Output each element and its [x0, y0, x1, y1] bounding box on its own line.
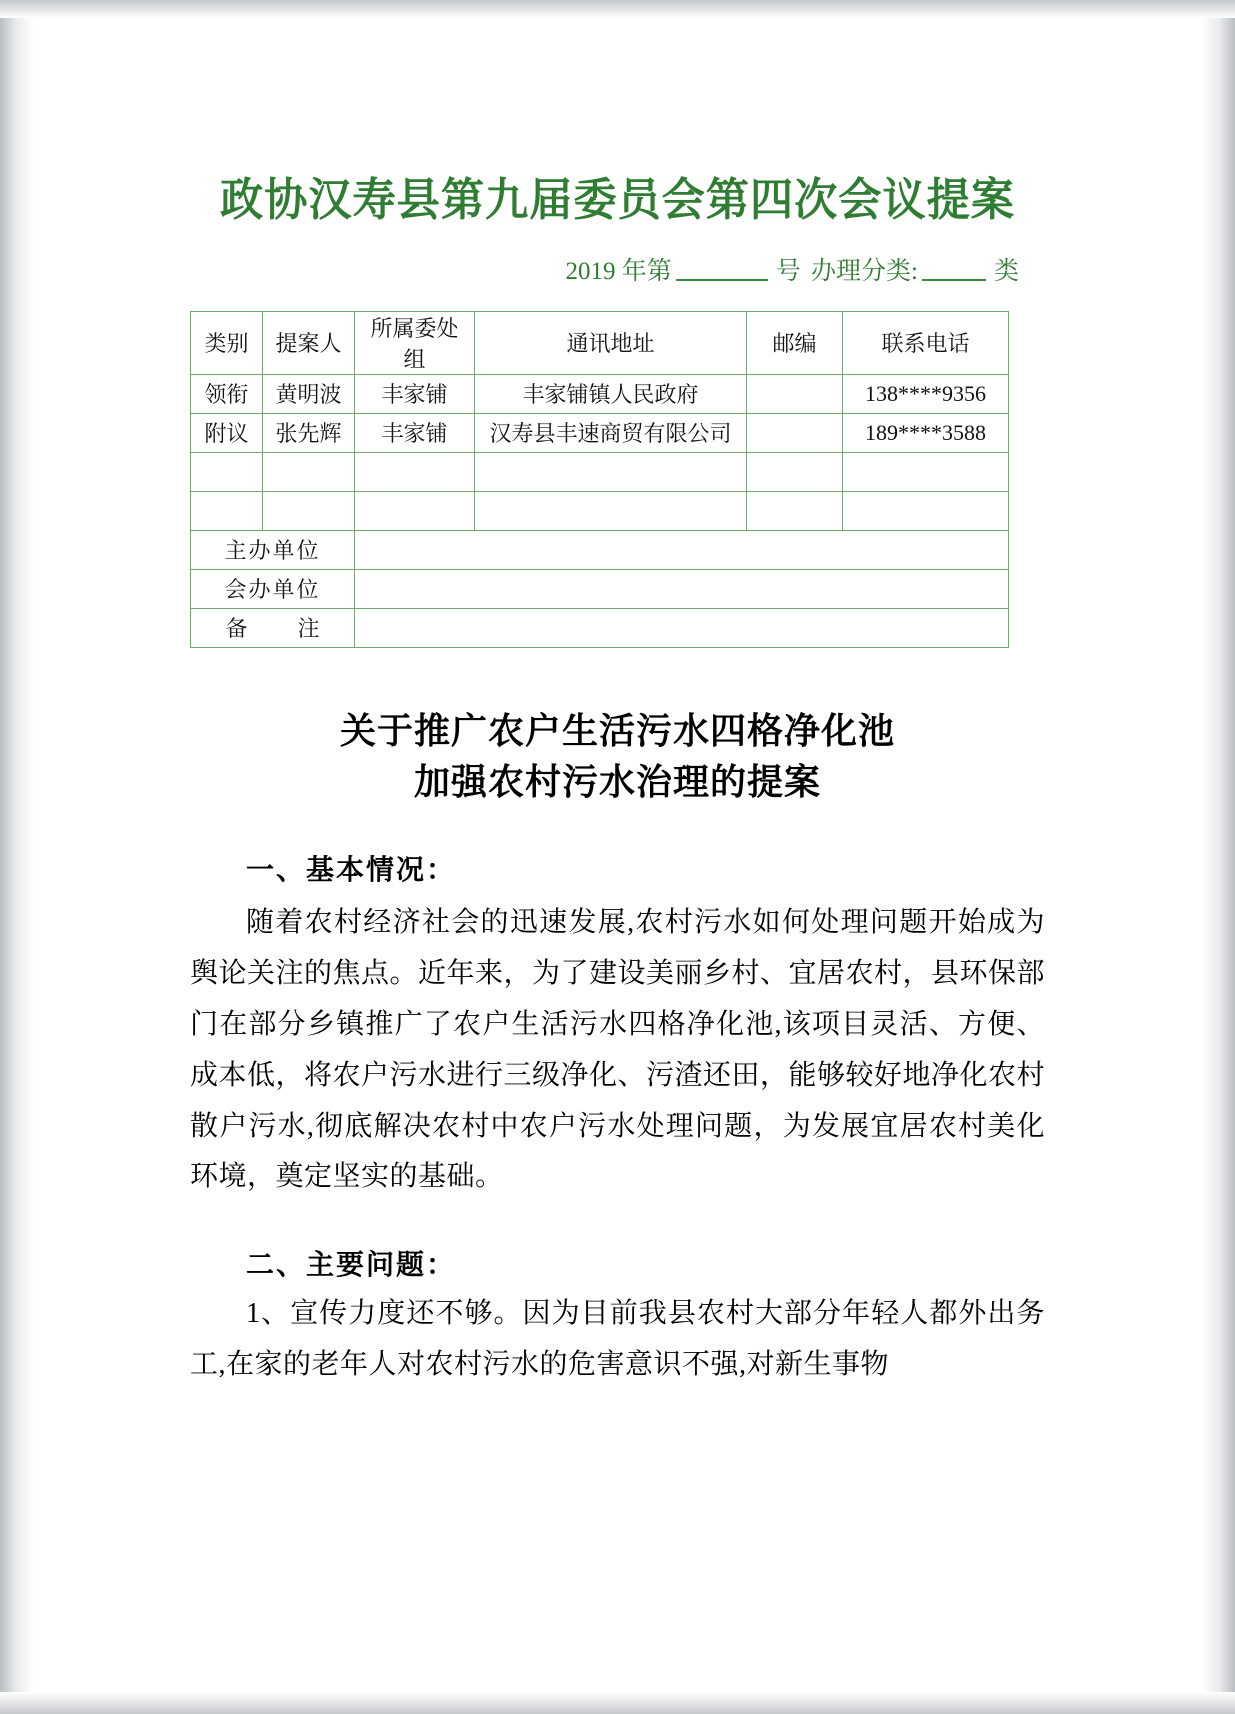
- column-header-address: 通讯地址: [475, 311, 747, 374]
- proposal-form-table: [190, 311, 1009, 648]
- remark-row: [191, 608, 1009, 647]
- cell-address: 丰家铺镇人民政府: [475, 374, 747, 413]
- value-co-host-unit[interactable]: [355, 569, 1009, 608]
- section-heading-2: 二、主要问题：: [246, 1248, 457, 1282]
- cell-group: 丰家铺: [355, 413, 475, 452]
- cell-proposer: 黄明波: [263, 374, 355, 413]
- year-label: 2019 年第: [565, 257, 672, 285]
- section-heading-1: 一、基本情况：: [246, 852, 457, 886]
- cell-postcode: [747, 374, 843, 413]
- cell-address[interactable]: [475, 452, 747, 491]
- table-header-row: [191, 311, 1009, 374]
- cell-phone: 138****9356: [843, 374, 1009, 413]
- cell-address: 汉寿县丰速商贸有限公司: [475, 413, 747, 452]
- category-unit-label: 类: [993, 257, 1019, 285]
- category-blank[interactable]: [922, 279, 986, 281]
- page-edge-shadow-bottom: [0, 1692, 1235, 1714]
- cell-phone[interactable]: [843, 491, 1009, 530]
- label-co-host-unit: 会办单位: [191, 569, 355, 608]
- column-header-category: 类别: [191, 311, 263, 374]
- cell-address[interactable]: [475, 491, 747, 530]
- label-host-unit: 主办单位: [191, 530, 355, 569]
- cell-group[interactable]: [355, 491, 475, 530]
- label-remark: 备 注: [191, 608, 355, 647]
- page-title: [190, 706, 1045, 808]
- cell-proposer: 张先辉: [263, 413, 355, 452]
- value-remark[interactable]: [355, 608, 1009, 647]
- cell-postcode[interactable]: [747, 491, 843, 530]
- column-header-group: 所属委处组: [355, 311, 475, 374]
- column-header-proposer: 提案人: [263, 311, 355, 374]
- proposal-number-line: [190, 251, 1045, 287]
- table-row: [191, 452, 1009, 491]
- cell-postcode[interactable]: [747, 452, 843, 491]
- masthead-title: 政协汉寿县第九届委员会第四次会议提案: [220, 173, 1015, 226]
- cell-phone: 189****3588: [843, 413, 1009, 452]
- table-row: [191, 374, 1009, 413]
- cell-proposer[interactable]: [263, 491, 355, 530]
- cell-category[interactable]: [191, 491, 263, 530]
- page-title-line-1: 关于推广农户生活污水四格净化池: [339, 710, 895, 751]
- category-label: 办理分类:: [811, 257, 918, 285]
- proposal-number-blank[interactable]: [676, 279, 768, 281]
- cell-group[interactable]: [355, 452, 475, 491]
- cell-group: 丰家铺: [355, 374, 475, 413]
- number-suffix-label: 号: [775, 257, 801, 285]
- cell-postcode: [747, 413, 843, 452]
- section-2-paragraph-1: 1、宣传力度还不够。因为目前我县农村大部分年轻人都外出务工,在家的老年人对农村污水的危害意识不强,对新生事物: [190, 1298, 1045, 1381]
- cell-category[interactable]: [191, 452, 263, 491]
- cell-phone[interactable]: [843, 452, 1009, 491]
- section-1-paragraph-1: 随着农村经济社会的迅速发展,农村污水如何处理问题开始成为舆论关注的焦点。近年来，为了建设美丽乡村、宜居农村，县环保部门在部分乡镇推广了农户生活污水四格净化池,该项目灵活、方便、成本低，将农户污水进行三级净化、污渣还田，能够较好地净化农村散户污水,彻底解决农村中农户污水处理问题，为发展宜居农村美化环境，奠定坚实的基础。: [190, 906, 1046, 1193]
- page-title-line-2: 加强农村污水治理的提案: [413, 761, 821, 802]
- cell-category: 附议: [191, 413, 263, 452]
- table-row: [191, 413, 1009, 452]
- column-header-postcode: 邮编: [747, 311, 843, 374]
- table-row: [191, 491, 1009, 530]
- co-host-unit-row: [191, 569, 1009, 608]
- value-host-unit[interactable]: [355, 530, 1009, 569]
- cell-category: 领衔: [191, 374, 263, 413]
- column-header-phone: 联系电话: [843, 311, 1009, 374]
- host-unit-row: [191, 530, 1009, 569]
- cell-proposer[interactable]: [263, 452, 355, 491]
